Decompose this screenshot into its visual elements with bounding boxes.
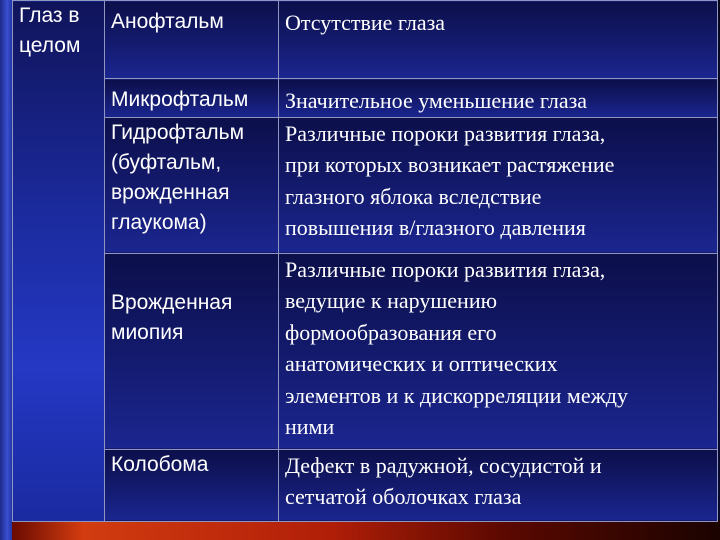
term-label: Врожденная миопия — [111, 290, 233, 344]
definition-cell — [279, 1, 718, 79]
definition-text: Значительное уменьшение глаза — [285, 88, 588, 113]
term-label: Микрофтальм — [111, 88, 249, 111]
definition-cell — [279, 253, 718, 449]
term-cell — [105, 449, 279, 521]
term-label: Колобома — [111, 452, 209, 476]
term-cell — [105, 253, 279, 449]
category-label: Глаз в целом — [19, 4, 81, 57]
term-cell — [105, 1, 279, 79]
table-row — [13, 1, 718, 79]
definition-text: Дефект в радужной, сосудистой и сетчатой оболочках глаза — [285, 452, 602, 509]
table-row — [13, 253, 718, 449]
definition-cell — [279, 79, 718, 118]
term-cell — [105, 79, 279, 118]
eye-anomalies-table — [12, 0, 718, 522]
definition-cell — [279, 117, 718, 253]
left-decorative-band — [0, 0, 12, 540]
term-label: Гидрофтальм (буфтальм, врожденная глаукома) — [111, 120, 245, 234]
table-row — [13, 449, 718, 521]
term-cell — [105, 117, 279, 253]
definition-text: Различные пороки развития глаза, при которых возникает растяжение глазного яблока вследствие повышения в/глазного давления — [285, 120, 615, 240]
definition-cell — [279, 449, 718, 521]
bottom-decorative-band — [12, 520, 720, 540]
definition-text: Различные пороки развития глаза, ведущие к нарушению формообразования его анатомических и оптических элементов и к дискорреляции между ними — [285, 256, 628, 439]
category-cell — [13, 1, 105, 522]
term-label: Анофтальм — [111, 10, 224, 33]
table-row — [13, 79, 718, 118]
definition-text: Отсутствие глаза — [285, 10, 446, 35]
table-row — [13, 117, 718, 253]
